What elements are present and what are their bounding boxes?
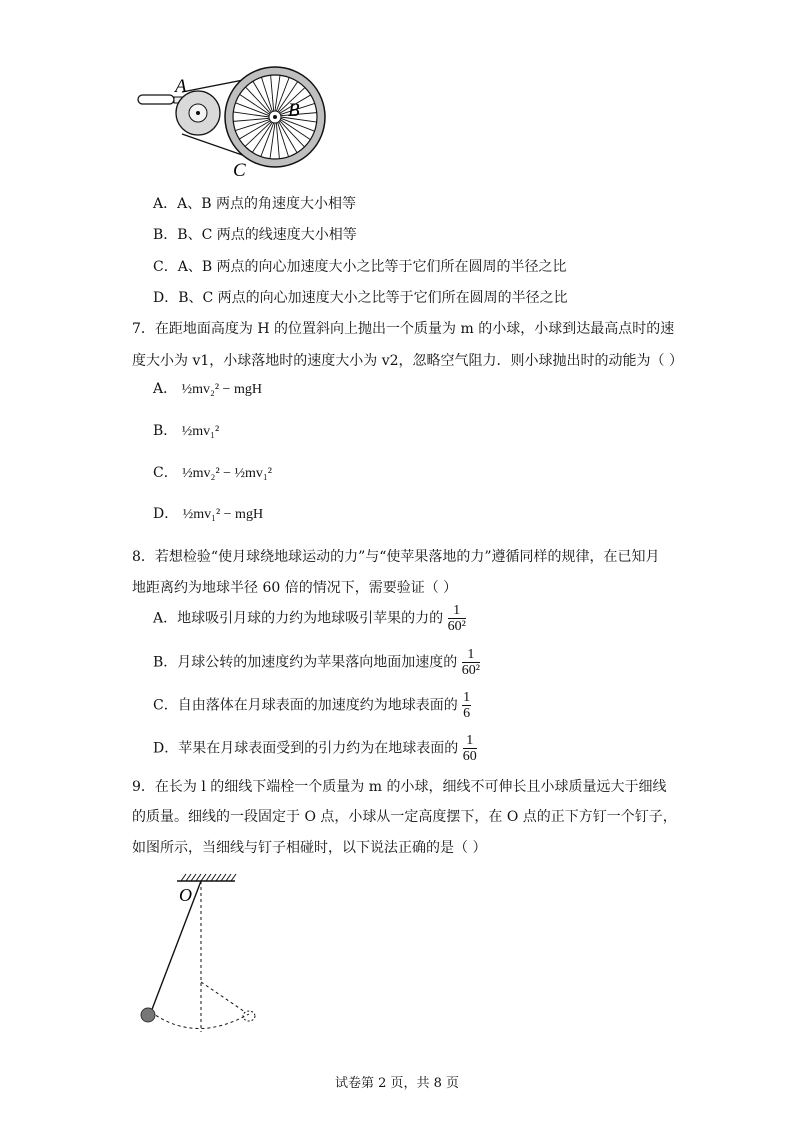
label-b: B (288, 100, 300, 121)
q8-stem-line1: 8．若想检验“使月球绕地球运动的力”与“使苹果落地的力”遵循同样的规律，在已知月 (132, 549, 660, 565)
q6-option-b: B．B、C 两点的线速度大小相等 (153, 227, 357, 243)
wheel-figure (130, 62, 340, 187)
ceiling-hatch (181, 874, 186, 881)
ceiling-hatch (186, 874, 191, 881)
q6-option-c: C．A、B 两点的向心加速度大小之比等于它们所在圆周的半径之比 (153, 259, 567, 275)
ceiling-hatch (216, 874, 221, 881)
q8-fraction-b: $\frac{1}{\text{60²}}$ (461, 647, 480, 678)
q8-option-c: C．自由落体在月球表面的加速度约为地球表面的 $\frac{1}{6}$ (153, 690, 471, 721)
q8-option-b: B．月球公转的加速度约为苹果落向地面加速度的 $\frac{1}{\text{60²}}$ (153, 647, 480, 678)
ceiling-hatch (191, 874, 196, 881)
q8-fraction-d: $\frac{1}{60}$ (462, 733, 477, 764)
label-o: O (179, 885, 192, 905)
q8-option-a: A．地球吸引月球的力约为地球吸引苹果的力的 $\frac{1}{\text{60²}}$ (153, 603, 466, 634)
q6-option-a: A．A、B 两点的角速度大小相等 (153, 196, 356, 212)
q7-expr-b: ½mv₁² (181, 424, 220, 439)
q8-fraction-a: $\frac{1}{\text{60²}}$ (447, 603, 466, 634)
pendulum-ball (141, 1008, 155, 1022)
q7-expr-a: ½mv₂² − mgH (181, 382, 262, 397)
pendulum-string (151, 881, 201, 1012)
label-c: C (233, 160, 246, 181)
q7-expr-c: ½mv₂² − ½mv₁² (182, 466, 273, 481)
q7-option-a: A． ½mv₂² − mgH (153, 381, 262, 397)
ceiling-hatch (231, 874, 236, 881)
pendulum-figure (135, 872, 265, 1037)
q7-option-b: B． ½mv₁² (153, 423, 220, 439)
crank-handle (138, 95, 174, 104)
q8-stem-line2: 地距离约为地球半径 60 倍的情况下，需要验证（ ） (132, 580, 458, 596)
q7-expr-d: ½mv₁² − mgH (182, 507, 264, 522)
ceiling-hatch (221, 874, 226, 881)
ceiling-hatch (201, 874, 206, 881)
ceiling-hatch (226, 874, 231, 881)
ceiling-hatch (206, 874, 211, 881)
q7-option-d: D． ½mv₁² − mgH (153, 506, 264, 522)
q7-stem-line2: 度大小为 v1，小球落地时的速度大小为 v2，忽略空气阻力．则小球抛出时的动能为（ ） (132, 353, 683, 369)
ceiling-hatch (211, 874, 216, 881)
q9-stem-line2: 的质量。细线的一段固定于 O 点，小球从一定高度摆下，在 O 点的正下方钉一个钉子， (132, 809, 677, 825)
q6-option-d: D．B、C 两点的向心加速度大小之比等于它们所在圆周的半径之比 (153, 290, 568, 306)
q8-option-d: D．苹果在月球表面受到的引力约为在地球表面的 $\frac{1}{60}$ (153, 733, 477, 764)
q7-option-c: C． ½mv₂² − ½mv₁² (153, 465, 273, 481)
label-a: A (175, 76, 187, 97)
q8-fraction-c: $\frac{1}{6}$ (463, 690, 471, 721)
q9-stem-line1: 9．在长为 l 的细线下端栓一个质量为 m 的小球，细线不可伸长且小球质量远大于细线 (132, 779, 667, 795)
page-footer: 试卷第 2 页，共 8 页 (334, 1076, 460, 1091)
q9-stem-line3: 如图所示，当细线与钉子相碰时，以下说法正确的是（ ） (132, 840, 487, 856)
q7-stem-line1: 7．在距地面高度为 H 的位置斜向上抛出一个质量为 m 的小球，小球到达最高点时的速 (132, 321, 675, 337)
ceiling-hatch (196, 874, 201, 881)
